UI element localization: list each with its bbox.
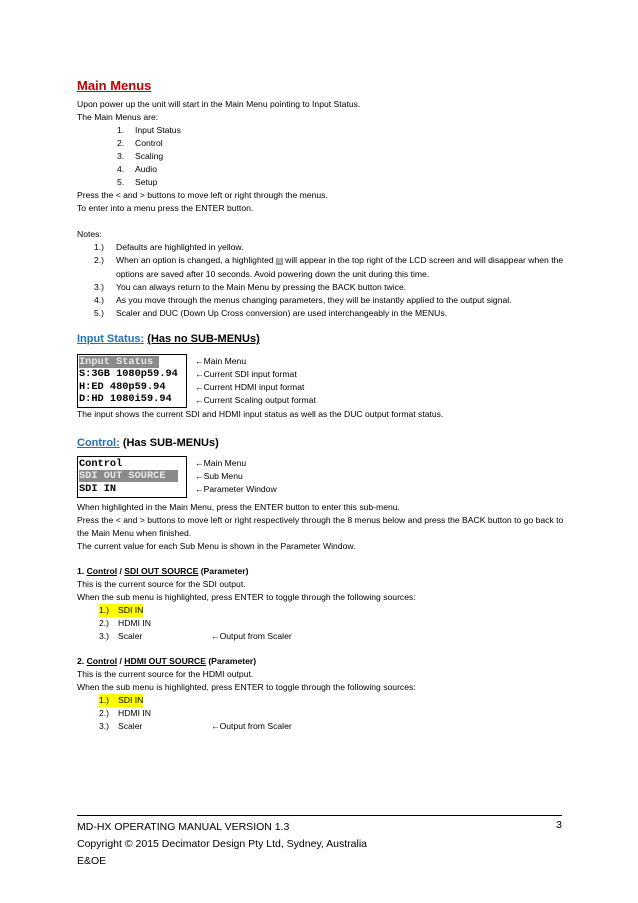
page-body: [77, 78, 567, 733]
list-item: 2.) HDMI IN: [99, 618, 151, 629]
list-item: 3.) Scaler ← Output from Scaler: [99, 631, 292, 642]
sdi-out-source-heading: 1. Control / SDI OUT SOURCE (Parameter): [77, 566, 249, 577]
list-item: 2.) When an option is changed, a highlighted S will appear in the top right of the LCD screen and will disappear when the options are saved after 10 seconds. Avoid powering down the unit during this time.: [94, 255, 564, 279]
list-item: 4.) As you move through the menus changing parameters, they will be instantly applied to the output signal.: [94, 295, 512, 305]
left-arrow-icon: ←: [195, 458, 204, 469]
lcd-line: H:ED 480p59.94: [79, 380, 166, 393]
section-line: When the sub menu is highlighted, press ENTER to toggle through the following sources:: [77, 682, 416, 693]
left-arrow-icon: ←: [195, 484, 204, 495]
sdi-source-options: [77, 604, 567, 643]
footer-manual-version: MD-HX OPERATING MANUAL VERSION 1.3: [77, 821, 290, 833]
lcd-screen: [77, 456, 187, 498]
notes-label: Notes:: [77, 229, 102, 239]
control-heading: Control: (Has SUB-MENUs): [77, 437, 219, 450]
page-number: 3: [556, 819, 562, 831]
lcd-annotations: ←Main Menu ←Sub Menu ←Parameter Window: [195, 458, 277, 495]
lcd-line: D:HD 1080i59.94: [79, 392, 172, 405]
control-description-3: The current value for each Sub Menu is shown in the Parameter Window.: [77, 541, 356, 552]
hdmi-source-options: [77, 694, 567, 733]
list-item: 5.) Scaler and DUC (Down Up Cross conversion) are used interchangeably in the MENUs.: [94, 308, 448, 318]
lcd-line-highlighted: Input Status: [79, 356, 160, 368]
left-arrow-icon: ←: [211, 631, 220, 642]
list-item: 5. Setup: [117, 177, 158, 187]
left-arrow-icon: ←: [195, 471, 204, 482]
left-arrow-icon: ←: [195, 395, 204, 405]
saved-indicator-glyph: S: [277, 258, 282, 265]
list-item: 1. Input Status: [117, 125, 181, 135]
footer-copyright: Copyright © 2015 Decimator Design Pty Ltd, Sydney, Australia: [77, 838, 368, 850]
intro-line-2: The Main Menus are:: [77, 112, 159, 122]
lcd-line: S:3GB 1080p59.94: [79, 368, 178, 381]
left-arrow-icon: ←: [195, 356, 204, 366]
enter-instructions: To enter into a menu press the ENTER button.: [77, 203, 254, 213]
left-arrow-icon: ←: [211, 721, 220, 732]
section-line: This is the current source for the SDI output.: [77, 579, 246, 590]
list-item: 3.) You can always return to the Main Menu by pressing the BACK button twice.: [94, 282, 407, 292]
control-description-2: Press the < and > buttons to move left or right respectively through the 8 menus below and press the BACK button to go back to the Main Menu when finished.: [77, 515, 564, 539]
control-lcd-block: [77, 456, 567, 498]
section-line: This is the current source for the HDMI output.: [77, 669, 254, 680]
footer-eoe: E&OE: [77, 855, 107, 867]
lcd-annotations: ←Main Menu ←Current SDI input format ←Current HDMI input format ←Current Scaling output format: [195, 356, 316, 405]
input-status-description: The input shows the current SDI and HDMI input status as well as the DUC output format status.: [77, 409, 444, 420]
lcd-line-highlighted: SDI OUT SOURCE: [79, 470, 178, 483]
main-menus-title: Main Menus: [77, 78, 152, 93]
left-arrow-icon: ←: [195, 382, 204, 392]
lcd-line: SDI IN: [79, 482, 117, 495]
page-footer: [77, 815, 562, 870]
main-menu-list: [77, 124, 567, 189]
lcd-screen: [77, 354, 187, 408]
list-item: 1.) SDI IN: [99, 695, 144, 706]
list-item: 1.) SDI IN: [99, 605, 144, 616]
notes-list: [77, 241, 567, 320]
list-item: 1.) Defaults are highlighted in yellow.: [94, 242, 244, 252]
list-item: 2.) HDMI IN: [99, 708, 151, 719]
list-item: 3.) Scaler ← Output from Scaler: [99, 721, 292, 732]
control-description-1: When highlighted in the Main Menu, press the ENTER button to enter this sub-menu.: [77, 502, 400, 513]
list-item: 4. Audio: [117, 164, 157, 174]
lcd-line: Control: [79, 458, 123, 471]
input-status-lcd-block: [77, 354, 567, 408]
list-item: 3. Scaling: [117, 151, 164, 161]
list-item: 2. Control: [117, 138, 163, 148]
input-status-heading: Input Status: (Has no SUB-MENUs): [77, 333, 260, 345]
section-line: When the sub menu is highlighted, press ENTER to toggle through the following sources:: [77, 592, 416, 603]
intro-line-1: Upon power up the unit will start in the Main Menu pointing to Input Status.: [77, 99, 361, 109]
hdmi-out-source-heading: 2. Control / HDMI OUT SOURCE (Parameter): [77, 656, 257, 667]
left-arrow-icon: ←: [195, 369, 204, 379]
press-instructions: Press the < and > buttons to move left or right through the menus.: [77, 190, 328, 200]
